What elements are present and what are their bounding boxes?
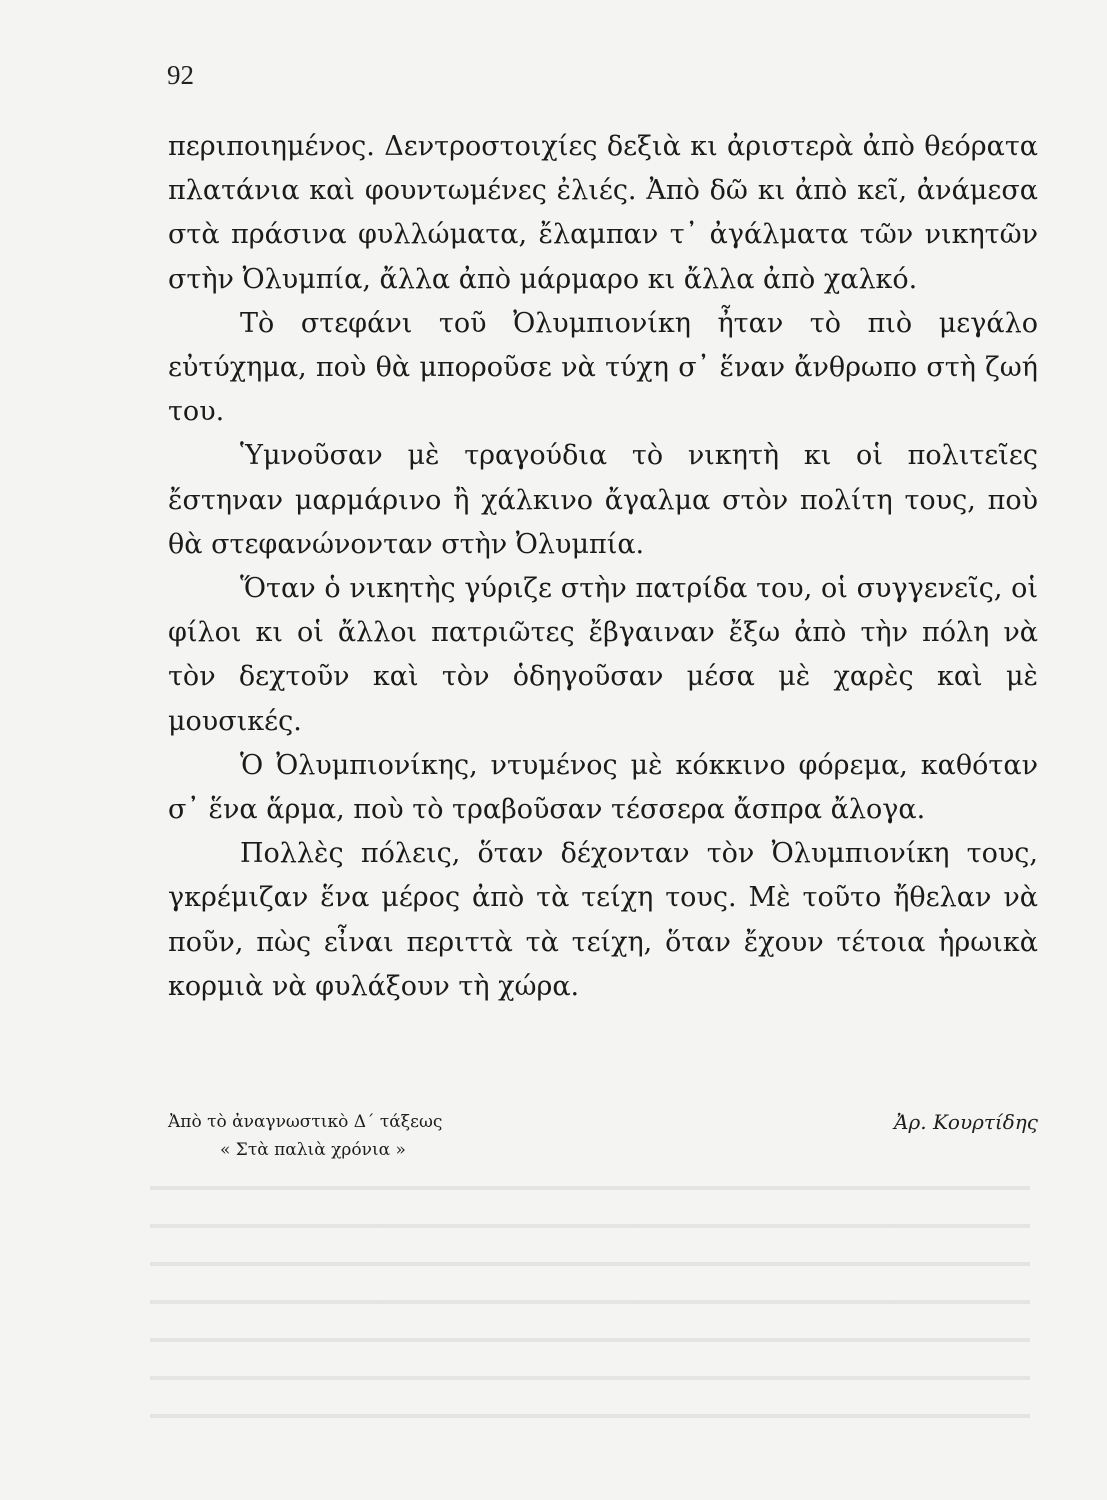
- source-subtitle: « Στὰ παλιὰ χρόνια »: [220, 1140, 406, 1160]
- paragraph-5: Ὁ Ὀλυμπιονίκης, ντυμένος μὲ κόκκινο φόρεμα, καθόταν σ᾿ ἕνα ἅρμα, ποὺ τὸ τραβοῦσαν τέσσερα ἄσπρα ἄλογα.: [168, 749, 1038, 826]
- show-through-shadow: [150, 1160, 1030, 1440]
- page-number: 92: [167, 60, 194, 90]
- source-citation: [168, 1108, 1038, 1164]
- paragraph-1: περιποιημένος. Δεντροστοιχίες δεξιὰ κι ἀριστερὰ ἀπὸ θεόρατα πλατάνια καὶ φουντωμένες ἐλιές. Ἀπὸ δῶ κι ἀπὸ κεῖ, ἀνάμεσα στὰ πράσινα φυλλώματα, ἔλαμπαν τ᾿ ἀγάλματα τῶν νικητῶν στὴν Ὀλυμπία, ἄλλα ἀπὸ μάρμαρο κι ἄλλα ἀπὸ χαλκό.: [168, 131, 1038, 295]
- body-text: [168, 125, 1038, 1009]
- source-row: [168, 1108, 1038, 1136]
- source-author: Ἀρ. Κουρτίδης: [894, 1110, 1038, 1134]
- paragraph-3: Ὑμνοῦσαν μὲ τραγούδια τὸ νικητὴ κι οἱ πολιτεῖες ἔστηναν μαρμάρινο ἢ χάλκινο ἄγαλμα στὸν πολίτη τους, ποὺ θὰ στεφανώνονταν στὴν Ὀλυμπία.: [168, 440, 1038, 560]
- source-book: Ἀπὸ τὸ ἀναγνωστικὸ Δ΄ τάξεως: [168, 1112, 443, 1132]
- paragraph-2: Τὸ στεφάνι τοῦ Ὀλυμπιονίκη ἦταν τὸ πιὸ μεγάλο εὐτύχημα, ποὺ θὰ μποροῦσε νὰ τύχη σ᾿ ἕναν ἄνθρωπο στὴ ζωή του.: [168, 307, 1038, 428]
- paragraph-4: Ὅταν ὁ νικητὴς γύριζε στὴν πατρίδα του, οἱ συγγενεῖς, οἱ φίλοι κι οἱ ἄλλοι πατριῶτες ἔβγαιναν ἔξω ἀπὸ τὴν πόλη νὰ τὸν δεχτοῦν καὶ τὸν ὁδηγοῦσαν μέσα μὲ χαρὲς καὶ μὲ μουσικές.: [168, 573, 1038, 737]
- paragraph-6: Πολλὲς πόλεις, ὅταν δέχονταν τὸν Ὀλυμπιονίκη τους, γκρέμιζαν ἕνα μέρος ἀπὸ τὰ τείχη τους. Μὲ τοῦτο ἤθελαν νὰ ποῦν, πὼς εἶναι περιττὰ τὰ τείχη, ὅταν ἔχουν τέτοια ἡρωικὰ κορμιὰ νὰ φυλάξουν τὴ χώρα.: [168, 838, 1038, 1002]
